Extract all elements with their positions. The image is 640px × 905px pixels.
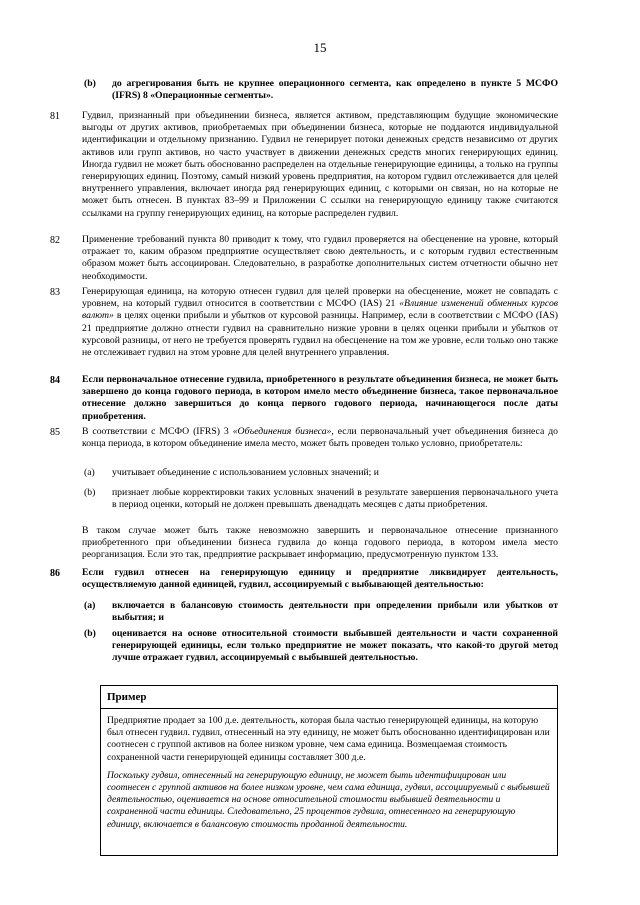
paragraph-text: [82, 286, 558, 359]
example-box-header: [100, 685, 558, 709]
item-label: (b): [84, 78, 96, 89]
paragraph-85-continuation: [82, 525, 558, 562]
paragraph-text: Применение требований пункта 80 приводит к тому, что гудвил проверяется на обесценение на уровне, который отражает то, каким образом предприятие осуществляет свою деятельность, и с которым гудвил естественным образом может быть ассоциирован. Следовательно, в разработке дополнительных систем отчетности обычно нет необходимости.: [82, 234, 558, 282]
paragraph-84: [50, 374, 558, 423]
text-part: в целях оценки прибыли и убытков от курсовой разницы. Например, если в соответствии с МСФО (IAS) 21 предприятие должно отнести гудвил на сравнительно низкие уровни в целях оценки прибыли и убытков от курсовой разницы, от него не требуется проверять гудвил на обесценение на том же уровне, если только оно также не отслеживает гудвил на этом уровне для целей внутреннего управления.: [82, 310, 558, 359]
item-text: признает любые корректировки таких условных значений в результате завершения первоначального учета в период оценки, который не должен превышать двенадцать месяцев с даты приобретения.: [112, 487, 558, 511]
paragraph-number: 81: [50, 111, 60, 122]
italic-reference: «Влияние изменений обменных курсов валют»: [82, 298, 558, 322]
paragraph-number: 83: [50, 287, 60, 298]
list-item-85a: [84, 467, 558, 479]
paragraph-82: [50, 234, 558, 283]
item-label: (a): [84, 600, 96, 611]
example-title: Пример: [107, 691, 147, 703]
paragraph-81: [50, 110, 558, 220]
text-part: , если первоначальный учет объединения бизнеса до конца периода, в котором объединение имела место, может быть проведен только условно, приобретатель:: [82, 426, 558, 450]
item-text: до агрегирования быть не крупнее операционного сегмента, как определено в пункте 5 МСФО (IFRS) 8 «Операционные сегменты».: [112, 78, 558, 102]
paragraph-number: 86: [50, 568, 60, 579]
paragraph-text: [82, 426, 558, 450]
item-label: (b): [84, 628, 96, 639]
item-label: (b): [84, 487, 96, 498]
list-item-86a: [84, 600, 558, 624]
list-item-b-top: [84, 78, 558, 102]
example-box-body: [100, 708, 558, 856]
item-text: учитывает объединение с использованием условных значений; и: [112, 467, 379, 478]
list-item-85b: [84, 487, 558, 511]
item-text: оценивается на основе относительной стоимости выбывшей деятельности и части сохраненной генерирующей единицы, если только предприятие не может показать, что какой-то другой метод лучше отражает гудвил, ассоциируемый с выбывшей деятельностью.: [112, 628, 558, 664]
paragraph-text: Если гудвил отнесен на генерирующую единицу и предприятие ликвидирует деятельность, осуществляемую данной единицей, гудвил, ассоциируемый с выбывающей деятельностью:: [82, 567, 558, 591]
paragraph-86: [50, 567, 558, 591]
paragraph-text: В таком случае может быть также невозможно завершить и первоначальное отнесение признанного приобретенного при объединении бизнеса гудвила до конца годового периода, в котором имела место реорганизация. Если это так, предприятие раскрывает информацию, предусмотренную пунктом 133.: [82, 525, 558, 561]
paragraph-85: [50, 426, 558, 450]
list-item-86b: [84, 628, 558, 665]
text-part: В соответствии с МСФО (IFRS) 3: [82, 426, 233, 437]
example-text: Предприятие продает за 100 д.е. деятельность, которая была частью генерирующей единицы, на которую был отнесен гудвил. гудвил, отнесенный на эту единицу, не может быть обоснованно идентифицирован или соотнесен с группой активов на более низком уровне, чем сама единица. Возмещаемая стоимость сохраненной части генерирующей единицы составляет 300 д.е.: [107, 715, 550, 763]
page-number: 15: [313, 40, 327, 55]
paragraph-text: Гудвил, признанный при объединении бизнеса, является активом, представляющим будущие экономические выгоды от других активов, приобретаемых при объединении бизнеса, которые не поддаются индивидуальной идентификации и отдельному признанию. Гудвил не генерирует потоки денежных средств независимо от других активов или групп активов, но часто участвует в движении денежных средств многих генерирующих единиц. Иногда гудвил не может быть обоснованно распределен на отдельные генерирующие единицы, а только на группы генерирующих единиц. Поэтому, самый низкий уровень предприятия, на котором гудвил отслеживается для целей внутреннего управления, включает иногда ряд генерирующих единиц, с которыми он связан, но на которые не может быть отнесен. В пунктах 83–99 и Приложении С ссылки на генерирующую единицу также считаются ссылками на группу генерирующих единиц, на которые распределен гудвил.: [82, 110, 558, 219]
paragraph-83: [50, 286, 558, 359]
paragraph-number: 82: [50, 235, 60, 246]
italic-reference: «Объединения бизнеса»: [232, 426, 332, 437]
paragraph-number: 85: [50, 427, 60, 438]
paragraph-text: Если первоначальное отнесение гудвила, приобретенного в результате объединения бизнеса, не может быть завершено до конца годового периода, в котором имело место объединение бизнеса, такое первоначальное отнесение должно завершиться до конца первого годового периода, начинающегося после даты приобретения.: [82, 374, 558, 422]
example-italic-text: Поскольку гудвил, отнесенный на генерирующую единицу, не может быть идентифицирован или соотнесен с группой активов на более низком уровне, чем сама единица, гудвил, ассоциируемый с выбывшей деятельностью, оценивается на основе относительной стоимости выбывшей деятельности и сохраненной части единицы. Следовательно, 25 процентов гудвила, отнесенного на генерирующую единицу, включается в балансовую стоимость проданной деятельности.: [107, 769, 550, 830]
paragraph-number: 84: [50, 375, 60, 386]
item-label: (a): [84, 467, 95, 478]
text-part: Генерирующая единица, на которую отнесен гудвил для целей проверки на обесценение, может не совпадать с уровнем, на который гудвил относится в соответствии с МСФО (IAS) 21: [82, 286, 558, 310]
item-text: включается в балансовую стоимость деятельности при определении прибыли или убытков от выбытия; и: [112, 600, 558, 624]
